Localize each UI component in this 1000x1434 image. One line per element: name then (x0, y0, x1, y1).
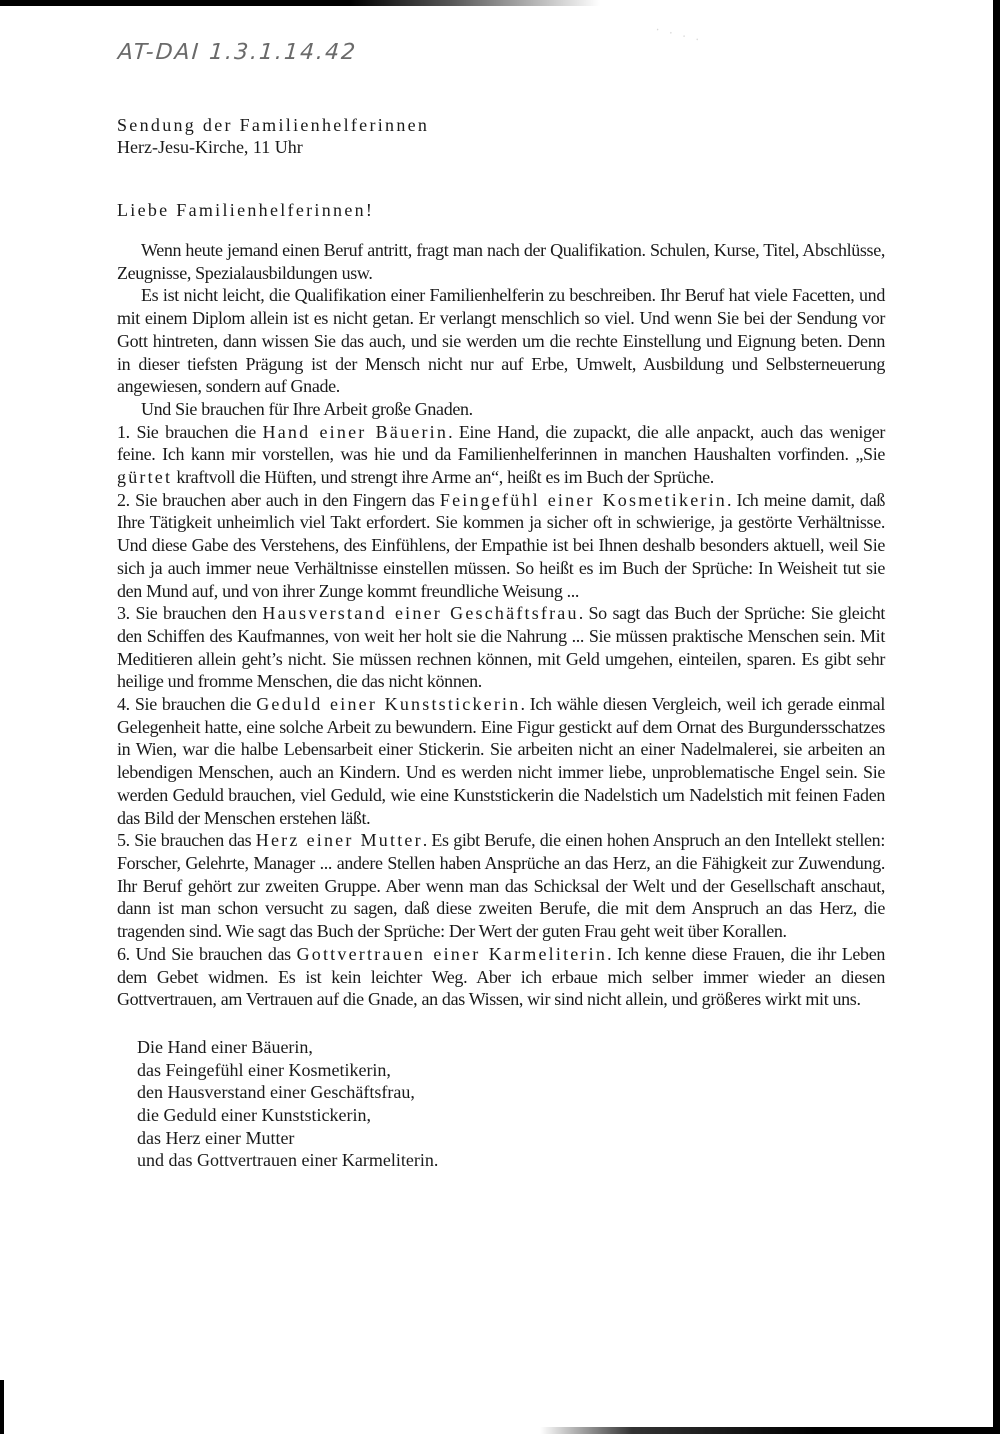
intro-paragraph-3: Und Sie brauchen für Ihre Arbeit große Gnaden. (141, 398, 473, 419)
salutation: Liebe Familienhelferinnen! (117, 200, 375, 220)
emphasis-spaced: Gottvertrauen einer Karmeliterin (296, 943, 608, 964)
document-subtitle: Herz-Jesu-Kirche, 11 Uhr (117, 137, 303, 157)
emphasis-spaced: Feingefühl einer Kosmetikerin (439, 489, 727, 510)
closing-line: Die Hand einer Bäuerin, (137, 1036, 313, 1057)
closing-summary (117, 1036, 885, 1172)
sermon-text (117, 239, 885, 1011)
intro-paragraph-1: Wenn heute jemand einen Beruf antritt, fragt man nach der Qualifikation. Schulen, Kurse, Titel, Abschlüsse, Zeugnisse, Spezialausbildungen usw. (117, 240, 885, 283)
point-1-paragraph: 1. Sie brauchen die Hand einer Bäuerin. Eine Hand, die zupackt, die alle anpackt, auch das weniger feine. Ich kann mir vorstellen, was hie und da Familienhelferinnen in manchen Haushalten vorfinden. „Sie gürtet kraftvoll die Hüften, und strengt ihre Arme an“, heißt es im Buch der Sprüche. (117, 421, 885, 488)
intro-paragraph-2: Es ist nicht leicht, die Qualifikation einer Familienhelferin zu beschreiben. Ihr Beruf hat viele Facetten, und mit einem Diplom allein ist es nicht getan. Er verlangt menschlich so viel. Und wenn Sie bei der Sendung vor Gott hintreten, dann wissen Sie das auch, und sie werden um die rechte Einstellung und Eignung beten. Denn in dieser tiefsten Prägung ist der Mensch nicht nur auf Erbe, Umwelt, Ausbildung und Selbsterneuerung angewiesen, sondern auf Gnade. (117, 285, 885, 397)
scan-border-left (0, 1380, 4, 1434)
scan-border-top (0, 0, 1000, 6)
document-title: Sendung der Familienhelferinnen (117, 115, 430, 135)
closing-line: und das Gottvertrauen einer Karmeliterin. (137, 1150, 439, 1171)
point-2-paragraph: 2. Sie brauchen aber auch in den Fingern das Feingefühl einer Kosmetikerin. Ich meine damit, daß Ihre Tätigkeit unheimlich viel Takt erfordert. Sie kommen ja sicher oft in schwierige, ja gestörte Verhältnisse. Und diese Gabe des Verstehens, des Einfühlens, der Empathie ist bei Ihnen deshalb besonders aktuell, weil Sie sich ja auch immer neue Verhältnisse einstellen müssen. So heißt es im Buch der Sprüche: In Weisheit tut sie den Mund auf, und von ihrer Zunge kommt freundliche Weisung ... (117, 489, 885, 601)
emphasis-spaced: gürtet (117, 467, 173, 488)
scan-border-right (993, 0, 1000, 1434)
emphasis-spaced: Herz einer Mutter (255, 830, 423, 851)
document-body (117, 114, 885, 1172)
closing-line: den Hausverstand einer Geschäftsfrau, (137, 1082, 415, 1103)
point-5-paragraph: 5. Sie brauchen das Herz einer Mutter. Es gibt Berufe, die einen hohen Anspruch an den Intellekt stellen: Forscher, Gelehrte, Manager ... andere Stellen haben Ansprüche an das Herz, an die Fähigkeit zur Zuwendung. Ihr Beruf gehört zur zweiten Gruppe. Aber wenn man das Schicksal der Welt und der Gesellschaft anschaut, dann ist man schon versucht zu sagen, daß diese zweiten Berufe, die mit dem Anspruch an das Herz, die tragenden sind. Wie sagt das Buch der Sprüche: Der Wert der guten Frau geht weit über Korallen. (117, 830, 885, 942)
point-3-paragraph: 3. Sie brauchen den Hausverstand einer Geschäftsfrau. So sagt das Buch der Sprüche: Sie gleicht den Schiffen des Kaufmannes, von weit her holt sie die Nahrung ... Sie müssen praktische Menschen sein. Mit Meditieren allein geht’s nicht. Sie müssen rechnen können, mit Geld umgehen, einteilen, sparen. Es gibt sehr heilige und fromme Menschen, die das nicht können. (117, 603, 886, 692)
point-4-paragraph: 4. Sie brauchen die Geduld einer Kunststickerin. Ich wähle diesen Vergleich, weil ich gerade einmal Gelegenheit hatte, eine solche Arbeit zu bewundern. Eine Figur gestickt auf dem Ornat des Burgundersschatzes in Wien, war die halbe Lebensarbeit einer Stickerin. Sie arbeiten nicht an einer Nadelmalerei, sie arbeiten an lebendigen Menschen, auch an Kindern. Und es werden nicht immer liebe, unproblematische Engel sein. Sie werden Geduld brauchen, viel Geduld, wie eine Kunststickerin die Nadelstich um Nadelstich mit feinen Faden das Bild der Menschen erstehen läßt. (117, 694, 885, 828)
point-6-paragraph: 6. Und Sie brauchen das Gottvertrauen einer Karmeliterin. Ich kenne diese Frauen, die ihr Leben dem Gebet widmen. Es ist kein leichter Weg. Aber ich erbaue mich selber immer wieder an diesen Gottvertrauen, am Vertrauen auf die Gnade, an das Wissen, wir sind nicht allein, und größeres wirkt mit uns. (117, 943, 885, 1010)
closing-line: das Herz einer Mutter (137, 1127, 295, 1148)
closing-line: das Feingefühl einer Kosmetikerin, (137, 1059, 391, 1080)
faint-scan-mark: · · · · (654, 22, 704, 48)
archive-signature-handwritten: AT-DAI 1.3.1.14.42 (117, 40, 358, 65)
scan-border-bottom (540, 1427, 1000, 1434)
emphasis-spaced: Hausverstand einer Geschäftsfrau (262, 603, 579, 624)
emphasis-spaced: Hand einer Bäuerin (262, 421, 449, 442)
emphasis-spaced: Geduld einer Kunststickerin (256, 694, 521, 715)
closing-line: die Geduld einer Kunststickerin, (137, 1105, 371, 1126)
